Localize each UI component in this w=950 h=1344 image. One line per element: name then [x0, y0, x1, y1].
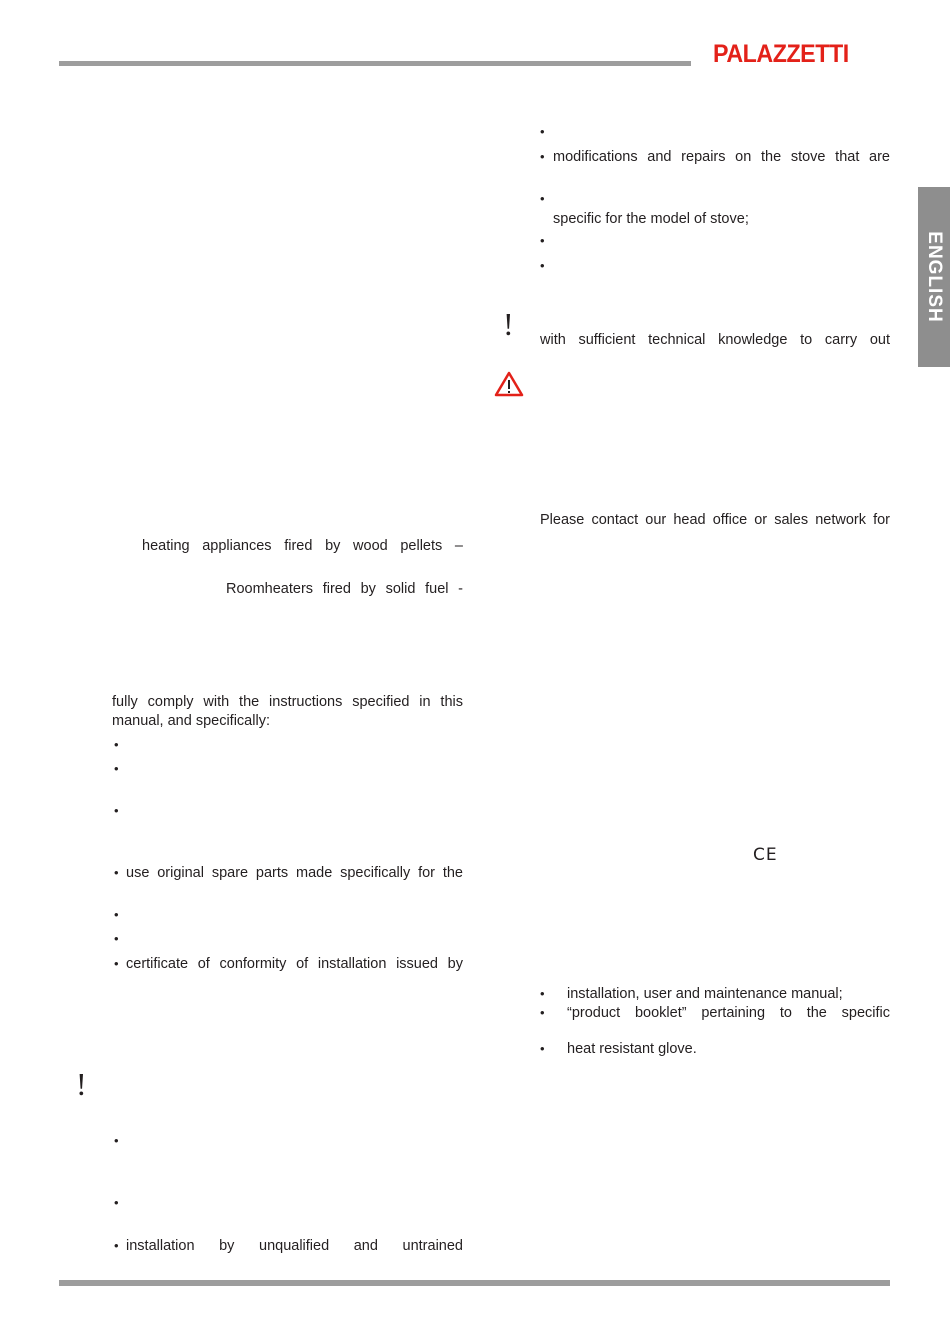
supply-item-manual: installation, user and maintenance manual;	[567, 986, 843, 1002]
bullet: •	[114, 865, 119, 880]
specific-model-line: specific for the model of stove;	[553, 211, 749, 227]
bullet: •	[540, 233, 545, 248]
bullet: •	[540, 124, 545, 139]
language-tab[interactable]	[918, 187, 950, 367]
spare-parts-item: use original spare parts made specifically for the	[126, 865, 463, 881]
bullet: •	[114, 956, 119, 971]
contact-line: Please contact our head office or sales network for	[540, 512, 890, 528]
bullet: •	[114, 803, 119, 818]
exclamation-icon: !	[503, 306, 514, 342]
installation-item	[126, 1237, 463, 1255]
bullet: •	[114, 1238, 119, 1253]
bullet: •	[540, 149, 545, 164]
installation-word: untrained	[402, 1238, 463, 1254]
bullet: •	[114, 1133, 119, 1148]
bullet: •	[114, 931, 119, 946]
installation-word: unqualified	[259, 1238, 330, 1254]
bullet: •	[540, 1005, 545, 1020]
certificate-item: certificate of conformity of installation issued by	[126, 956, 463, 972]
ce-mark: CE	[753, 845, 778, 865]
modifications-item: modifications and repairs on the stove that are	[553, 149, 890, 165]
bullet: •	[114, 907, 119, 922]
warning-triangle-icon	[494, 371, 524, 397]
installation-word: by	[219, 1238, 235, 1254]
installation-word: installation	[126, 1238, 195, 1254]
bullet: •	[540, 191, 545, 206]
header-rule	[59, 61, 691, 66]
brand-logo: PALAZZETTI	[713, 40, 849, 68]
installation-word: and	[353, 1238, 378, 1254]
bullet: •	[540, 258, 545, 273]
exclamation-icon: !	[76, 1066, 87, 1102]
supply-item-glove: heat resistant glove.	[567, 1041, 697, 1057]
roomheaters-line: Roomheaters fired by solid fuel -	[226, 581, 463, 597]
bullet: •	[540, 986, 545, 1001]
bullet: •	[114, 761, 119, 776]
comply-line-1: fully comply with the instructions specified in this	[112, 694, 463, 710]
heating-appliances-line: heating appliances fired by wood pellets –	[142, 538, 463, 554]
bullet: •	[114, 737, 119, 752]
language-tab-label: ENGLISH	[924, 231, 945, 323]
technical-knowledge-line: with sufficient technical knowledge to carry out	[540, 332, 890, 348]
comply-line-2: manual, and specifically:	[112, 713, 270, 729]
bullet: •	[540, 1041, 545, 1056]
footer-rule	[59, 1280, 890, 1286]
bullet: •	[114, 1195, 119, 1210]
supply-item-booklet: “product booklet” pertaining to the specific	[567, 1005, 890, 1021]
